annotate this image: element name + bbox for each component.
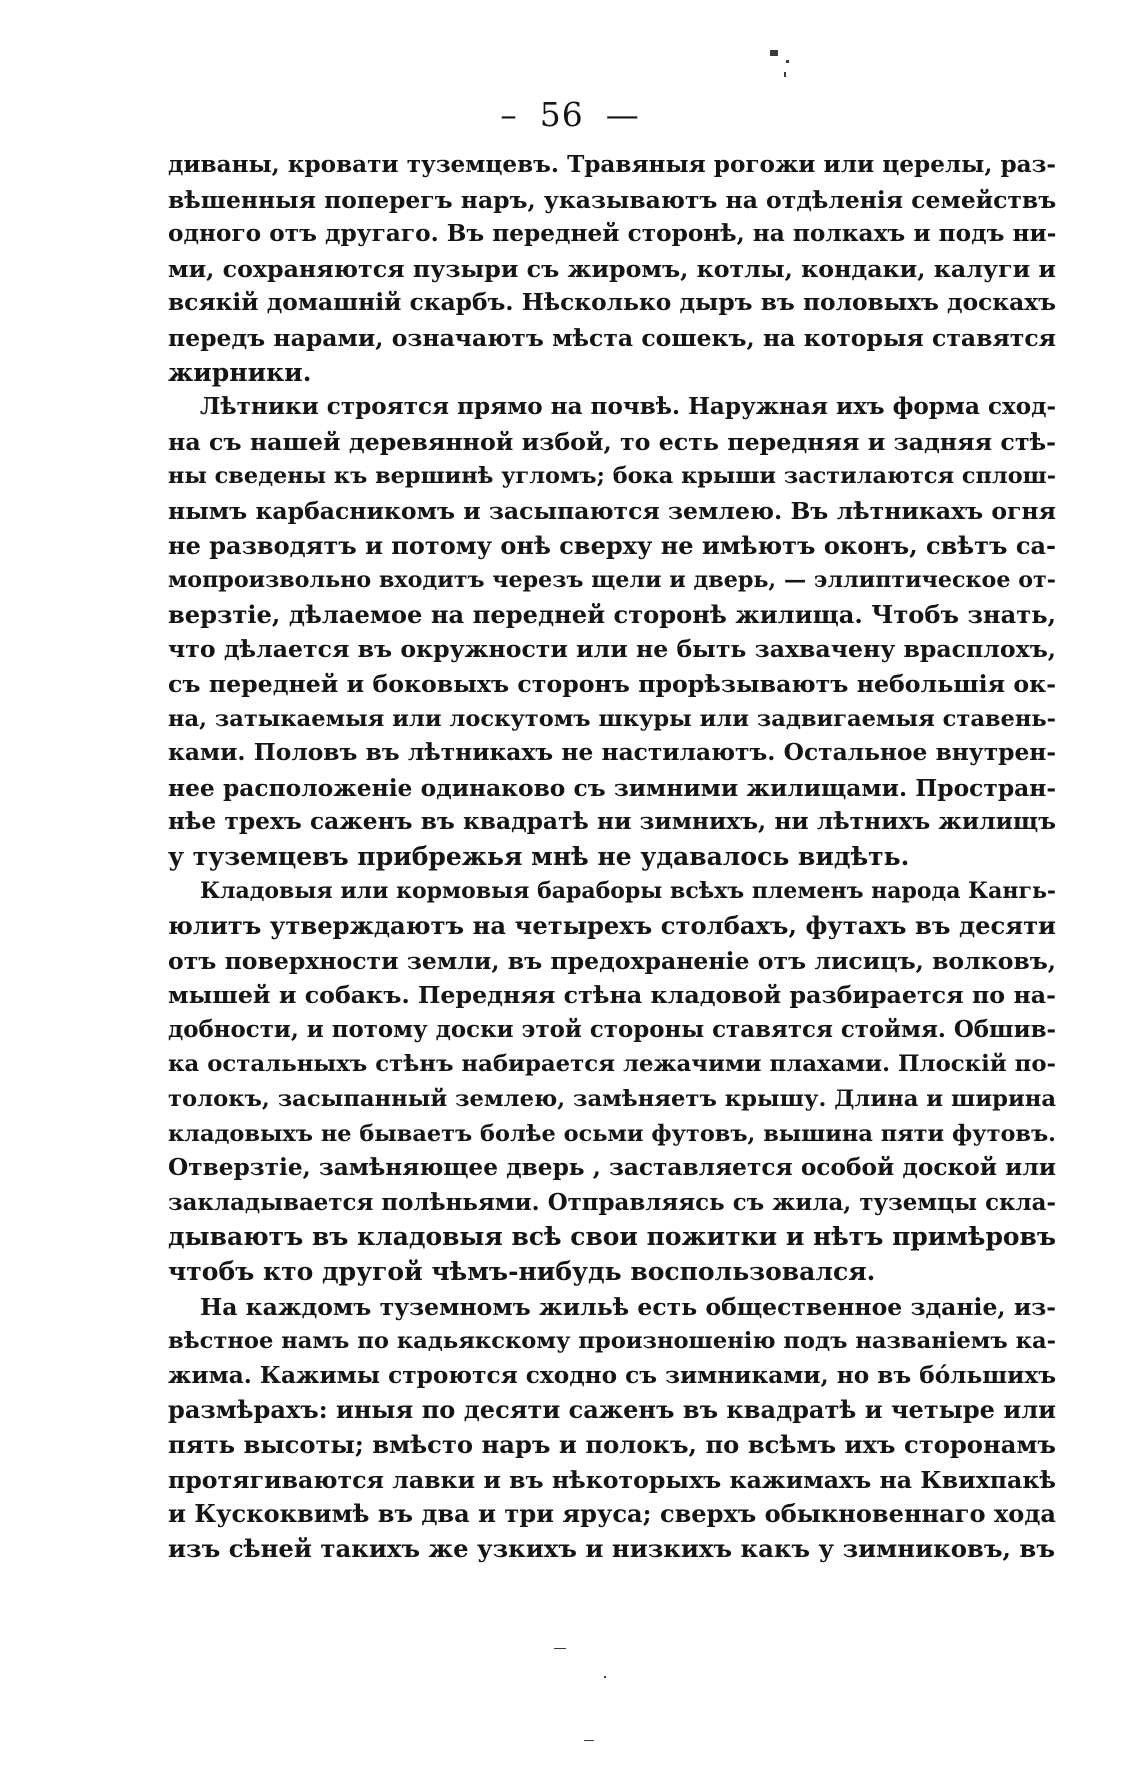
- text-line: и Кускоквимѣ въ два и три яруса; сверхъ обыкновеннаго хода: [168, 1499, 1056, 1529]
- text-line: диваны, кровати туземцевъ. Травяныя рогожи или церелы, раз-: [168, 151, 1056, 178]
- text-line: Лѣтники строятся прямо на почвѣ. Наружная ихъ форма сход-: [200, 393, 1057, 421]
- text-line: верзтіе, дѣлаемое на передней сторонѣ жилища. Чтобъ знать,: [168, 599, 1056, 629]
- page-number-suffix: —: [605, 95, 640, 134]
- text-line: закладывается полѣньями. Отправляясь съ жила, туземцы скла-: [168, 1189, 1056, 1216]
- body-text: [168, 148, 1056, 1566]
- scan-speck: [584, 1740, 594, 1741]
- text-line: нее расположеніе одинаково съ зимними жилищами. Простран-: [168, 773, 1056, 802]
- text-line: на, затыкаемыя или лоскутомъ шкуры или задвигаемыя ставень-: [168, 705, 1056, 732]
- text-line: передъ нарами, означаютъ мѣста сошекъ, на которыя ставятся: [168, 323, 1056, 352]
- text-line: мышей и собакъ. Передняя стѣна кладовой разбирается по на-: [168, 981, 1056, 1010]
- text-line: добности, и потому доски этой стороны ставятся стоймя. Обшив-: [168, 1016, 1056, 1043]
- scan-speck: [784, 72, 786, 77]
- text-line: что дѣлается въ окружности или не быть захвачену врасплохъ,: [168, 635, 1056, 664]
- text-line: ка остальныхъ стѣнъ набирается лежачими плахами. Плоскій по-: [168, 1051, 1056, 1078]
- text-line: съ передней и боковыхъ сторонъ прорѣзываютъ небольшія ок-: [168, 669, 1056, 698]
- text-line: вѣшенныя поперегъ наръ, указываютъ на отдѣленія семействъ: [168, 185, 1057, 214]
- text-line: На каждомъ туземномъ жильѣ есть общественное зданіе, из-: [200, 1292, 1056, 1321]
- text-line: толокъ, засыпанный землею, замѣняетъ крышу. Длина и ширина: [168, 1086, 1056, 1113]
- text-line: жирники.: [168, 357, 312, 387]
- text-line: пять высоты; вмѣсто наръ и полокъ, по всѣмъ ихъ сторонамъ: [168, 1429, 1056, 1459]
- text-line: чтобъ кто другой чѣмъ-нибудь воспользовался.: [168, 1257, 876, 1286]
- text-line: у туземцевъ прибрежья мнѣ не удавалось видѣть.: [168, 841, 910, 871]
- text-line: жима. Кажимы строются сходно съ зимниками, но въ бо́льшихъ: [168, 1361, 1056, 1389]
- text-line: Отверзтіе, замѣняющее дверь , заставляется особой доской или: [168, 1154, 1056, 1182]
- text-line: протягиваются лавки и въ нѣкоторыхъ кажимахъ на Квихпакѣ: [168, 1465, 1056, 1494]
- scan-speck: [604, 1676, 606, 1678]
- text-line: дываютъ въ кладовыя всѣ свои пожитки и нѣтъ примѣровъ: [168, 1222, 1056, 1252]
- text-line: изъ сѣней такихъ же узкихъ и низкихъ какъ у зимниковъ, въ: [168, 1533, 1056, 1563]
- scan-speck: [770, 50, 778, 56]
- page-number-value: 56: [539, 95, 584, 134]
- text-line: ны сведены къ вершинѣ угломъ; бока крыши застилаются сплош-: [168, 463, 1056, 490]
- scan-speck: [786, 60, 789, 63]
- text-line: отъ поверхности земли, въ предохраненіе отъ лисицъ, волковъ,: [168, 946, 1056, 975]
- text-line: ками. Половъ въ лѣтникахъ не настилаютъ. Остальное внутрен-: [168, 739, 1056, 767]
- paragraph: [168, 1290, 1056, 1567]
- text-line: мопроизвольно входитъ черезъ щели и дверь, — эллиптическое от-: [168, 567, 1056, 594]
- page-number-prefix: –: [500, 95, 518, 134]
- text-line: не разводятъ и потому онѣ сверху не имѣютъ оконъ, свѣтъ са-: [168, 530, 1056, 560]
- text-line: ми, сохраняются пузыри съ жиромъ, котлы, кондаки, калуги и: [168, 254, 1056, 283]
- text-line: вѣстное намъ по кадьякскому произношенію подъ названіемъ ка-: [168, 1328, 1056, 1355]
- text-line: юлитъ утверждаютъ на четырехъ столбахъ, футахъ въ десяти: [168, 911, 1056, 941]
- text-line: на съ нашей деревянной избой, то есть передняя и задняя стѣ-: [168, 427, 1056, 456]
- text-line: нымъ карбасникомъ и засыпаются землею. Въ лѣтникахъ огня: [168, 496, 1056, 525]
- paragraph: [168, 390, 1056, 874]
- paragraph: [168, 874, 1056, 1289]
- text-line: кладовыхъ не бываетъ болѣе осьми футовъ, вышина пяти футовъ.: [168, 1120, 1056, 1147]
- text-line: всякій домашній скарбъ. Нѣсколько дыръ въ половыхъ доскахъ: [168, 289, 1056, 317]
- text-line: Кладовыя или кормовыя бараборы всѣхъ племенъ народа Кангь-: [200, 878, 1056, 905]
- paragraph: [168, 148, 1056, 390]
- text-line: одного отъ другаго. Въ передней сторонѣ, на полкахъ и подъ ни-: [168, 220, 1057, 248]
- text-line: нѣе трехъ саженъ въ квадратѣ ни зимнихъ, ни лѣтнихъ жилищъ: [168, 808, 1056, 836]
- text-line: размѣрахъ: иныя по десяти саженъ въ квадратѣ и четыре или: [168, 1395, 1056, 1425]
- page-number: [0, 95, 1140, 134]
- scan-speck: [554, 1648, 566, 1649]
